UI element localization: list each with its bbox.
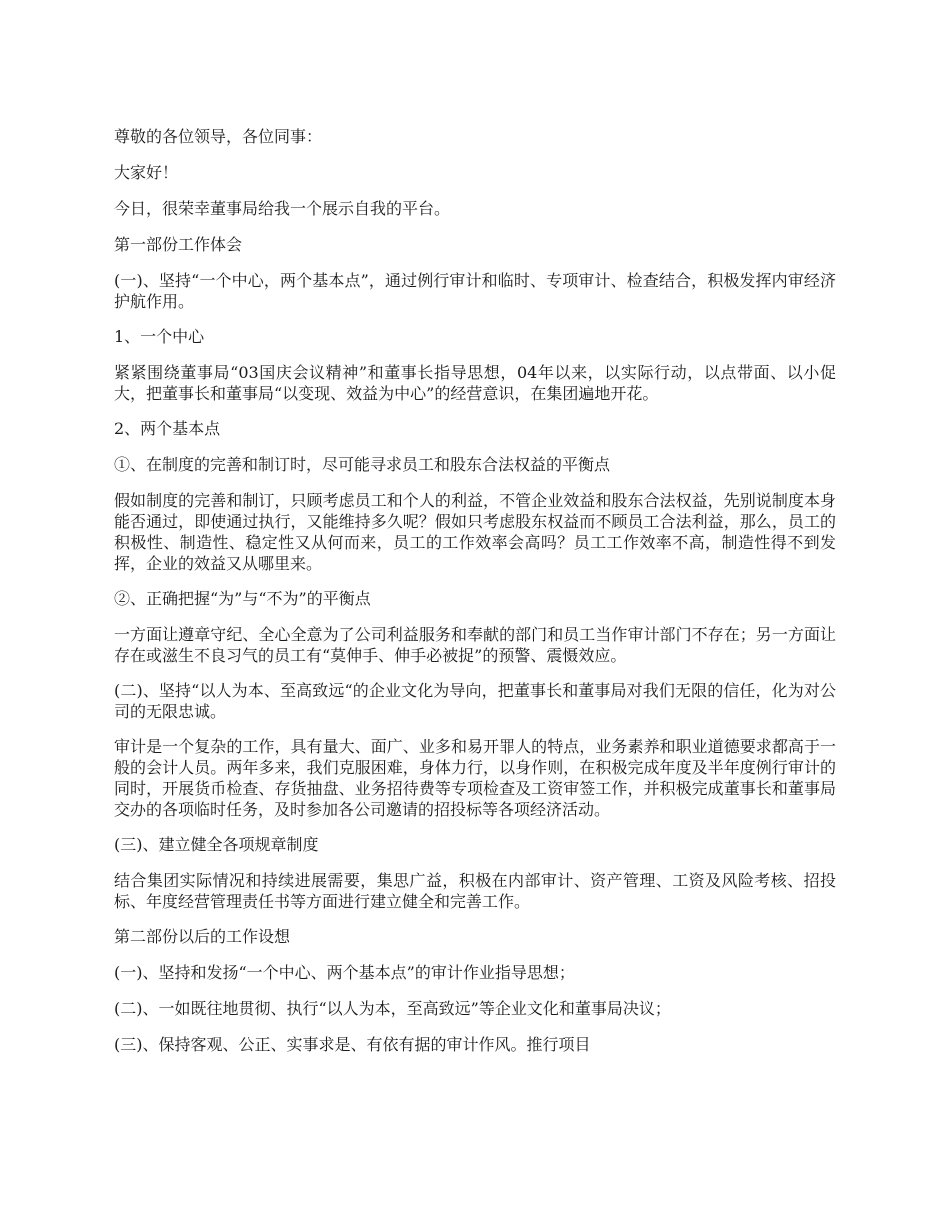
document-page [114, 126, 836, 1070]
paragraph-item-two: (二)、坚持“以人为本、至高致远“的企业文化为导向，把董事长和董事局对我们无限的信任，化为对公司的无限忠诚。 [114, 681, 836, 721]
subheading-one-center: 1、一个中心 [114, 327, 205, 346]
subheading-item-three: (三)、建立健全各项规章制度 [114, 835, 319, 854]
paragraph-point-one: 假如制度的完善和制订，只顾考虑员工和个人的利益，不管企业效益和股东合法权益，先别说制度本身能否通过，即使通过执行，又能维持多久呢？假如只考虑股东权益而不顾员工合法利益，那么，员工的积极性、制造性、稳定性又从何而来，员工的工作效率会高吗？员工工作效率不高，制造性得不到发挥，企业的效益又从哪里来。 [114, 491, 836, 573]
plan-item-three: (三)、保持客观、公正、实事求是、有依有据的审计作风。推行项目 [114, 1035, 591, 1054]
paragraph-point-two: 一方面让遵章守纪、全心全意为了公司利益服务和奉献的部门和员工当作审计部门不存在；另一方面让存在或滋生不良习气的员工有“莫伸手、伸手必被捉”的预警、震慑效应。 [114, 625, 836, 665]
paragraph-rules: 结合集团实际情况和持续进展需要，集思广益，积极在内部审计、资产管理、工资及风险考核、招投标、年度经营管理责任书等方面进行建立健全和完善工作。 [114, 871, 836, 911]
section-heading-part-one: 第一部份工作体会 [114, 235, 243, 254]
paragraph-one-center: 紧紧围绕董事局“03国庆会议精神”和董事长指导思想，04年以来，以实际行动，以点带面、以小促大，把董事长和董事局“以变现、效益为中心”的经营意识，在集团遍地开花。 [114, 363, 836, 403]
plan-item-two: (二)、一如既往地贯彻、执行“以人为本，至高致远”等企业文化和董事局决议； [114, 999, 671, 1018]
paragraph-audit-work: 审计是一个复杂的工作，具有量大、面广、业多和易开罪人的特点，业务素养和职业道德要求都高于一般的会计人员。两年多来，我们克服困难，身体力行，以身作则，在积极完成年度及半年度例行审计的同时，开展货币检查、存货抽盘、业务招待费等专项检查及工资审签工作，并积极完成董事长和董事局交办的各项临时任务，及时参加各公司邀请的招投标等各项经济活动。 [114, 737, 836, 819]
salutation: 尊敬的各位领导，各位同事： [114, 127, 323, 146]
plan-item-one: (一)、坚持和发扬“一个中心、两个基本点”的审计作业指导思想； [114, 963, 575, 982]
subheading-point-two: ②、正确把握“为”与“不为”的平衡点 [114, 589, 371, 608]
section-heading-part-two: 第二部份以后的工作设想 [114, 927, 291, 946]
subheading-two-points: 2、两个基本点 [114, 419, 221, 438]
paragraph-item-one: (一)、坚持“一个中心，两个基本点”，通过例行审计和临时、专项审计、检查结合，积极发挥内审经济护航作用。 [114, 271, 836, 311]
greeting: 大家好！ [114, 163, 179, 182]
intro-paragraph: 今日，很荣幸董事局给我一个展示自我的平台。 [114, 199, 451, 218]
subheading-point-one: ①、在制度的完善和制订时，尽可能寻求员工和股东合法权益的平衡点 [114, 455, 611, 474]
